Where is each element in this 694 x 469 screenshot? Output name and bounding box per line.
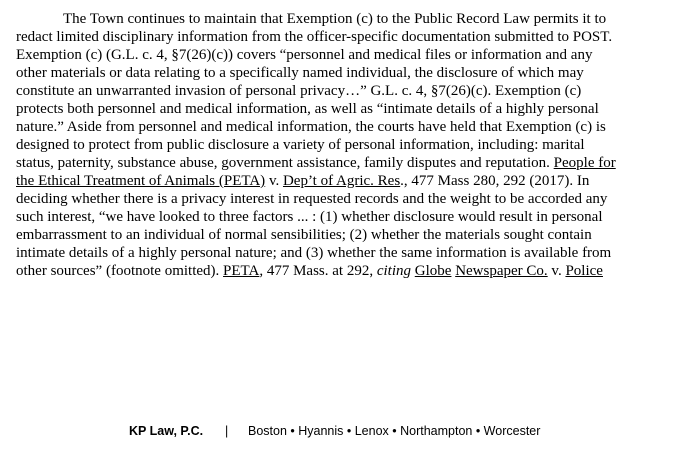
text-run: v. xyxy=(547,263,566,279)
text-run: other sources” (footnote omitted). xyxy=(16,263,224,279)
text-line xyxy=(16,262,603,280)
footer-firm-name: KP Law, P.C. xyxy=(129,424,204,438)
citation-text: People for xyxy=(553,155,616,171)
citation-text: Globe xyxy=(414,263,452,279)
text-run: status, paternity, substance abuse, government assistance, family disputes and reputation. xyxy=(16,155,554,171)
signal-text: citing xyxy=(376,263,412,279)
text-line xyxy=(16,154,616,172)
footer-separator: | xyxy=(225,424,229,438)
footer-office-locations: Boston • Hyannis • Lenox • Northampton • Worcester xyxy=(248,424,541,438)
text-run: nature.” Aside from personnel and medical information, the courts have held that Exemption (c) is xyxy=(16,119,606,135)
text-run: v. xyxy=(265,173,283,189)
text-run: intimate details of a highly personal nature; and (3) whether the same information is available from xyxy=(16,245,612,261)
text-line xyxy=(16,208,603,226)
citation-text: Police xyxy=(565,263,603,279)
text-run: protects both personnel and medical information, as well as “intimate details of a highly personal xyxy=(16,101,599,117)
text-line xyxy=(16,46,592,64)
text-run: ., 477 Mass 280, 292 (2017). In xyxy=(400,173,590,189)
text-run: The Town continues to maintain that Exemption (c) to the Public Record Law permits it to xyxy=(63,11,607,27)
text-run: embarrassment to an individual of normal sensibilities; (2) whether the materials sought contain xyxy=(16,227,592,243)
text-line xyxy=(16,244,611,262)
text-line xyxy=(16,226,592,244)
text-line xyxy=(16,136,585,154)
text-line xyxy=(16,100,599,118)
text-line xyxy=(16,82,581,100)
text-line xyxy=(16,172,589,190)
citation-text: the Ethical Treatment of Animals (PETA) xyxy=(16,173,266,189)
text-run: such interest, “we have looked to three factors ... : (1) whether disclosure would result in personal xyxy=(16,209,603,225)
citation-text: PETA xyxy=(223,263,260,279)
text-run: redact limited disciplinary information from the officer-specific documentation submitted to POST. xyxy=(16,29,613,45)
text-run: Exemption (c) (G.L. c. 4, §7(26)(c)) covers “personnel and medical files or information and any xyxy=(16,47,593,63)
text-line xyxy=(16,190,607,208)
text-run: other materials or data relating to a specifically named individual, the disclosure of which may xyxy=(16,65,584,81)
citation-text: Newspaper Co. xyxy=(455,263,548,279)
text-run: deciding whether there is a privacy interest in requested records and the weight to be accorded any xyxy=(16,191,608,207)
text-run: designed to protect from public disclosure a variety of personal information, including: marital xyxy=(16,137,585,153)
citation-text: Dep’t of Agric. Res xyxy=(282,173,401,189)
text-run: , 477 Mass. at 292, xyxy=(259,263,377,279)
text-line xyxy=(63,10,606,28)
text-run: constitute an unwarranted invasion of personal privacy…” G.L. c. 4, §7(26)(c). Exemption (c) xyxy=(16,83,582,99)
text-line xyxy=(16,28,612,46)
text-line xyxy=(16,118,606,136)
text-line xyxy=(16,64,584,82)
